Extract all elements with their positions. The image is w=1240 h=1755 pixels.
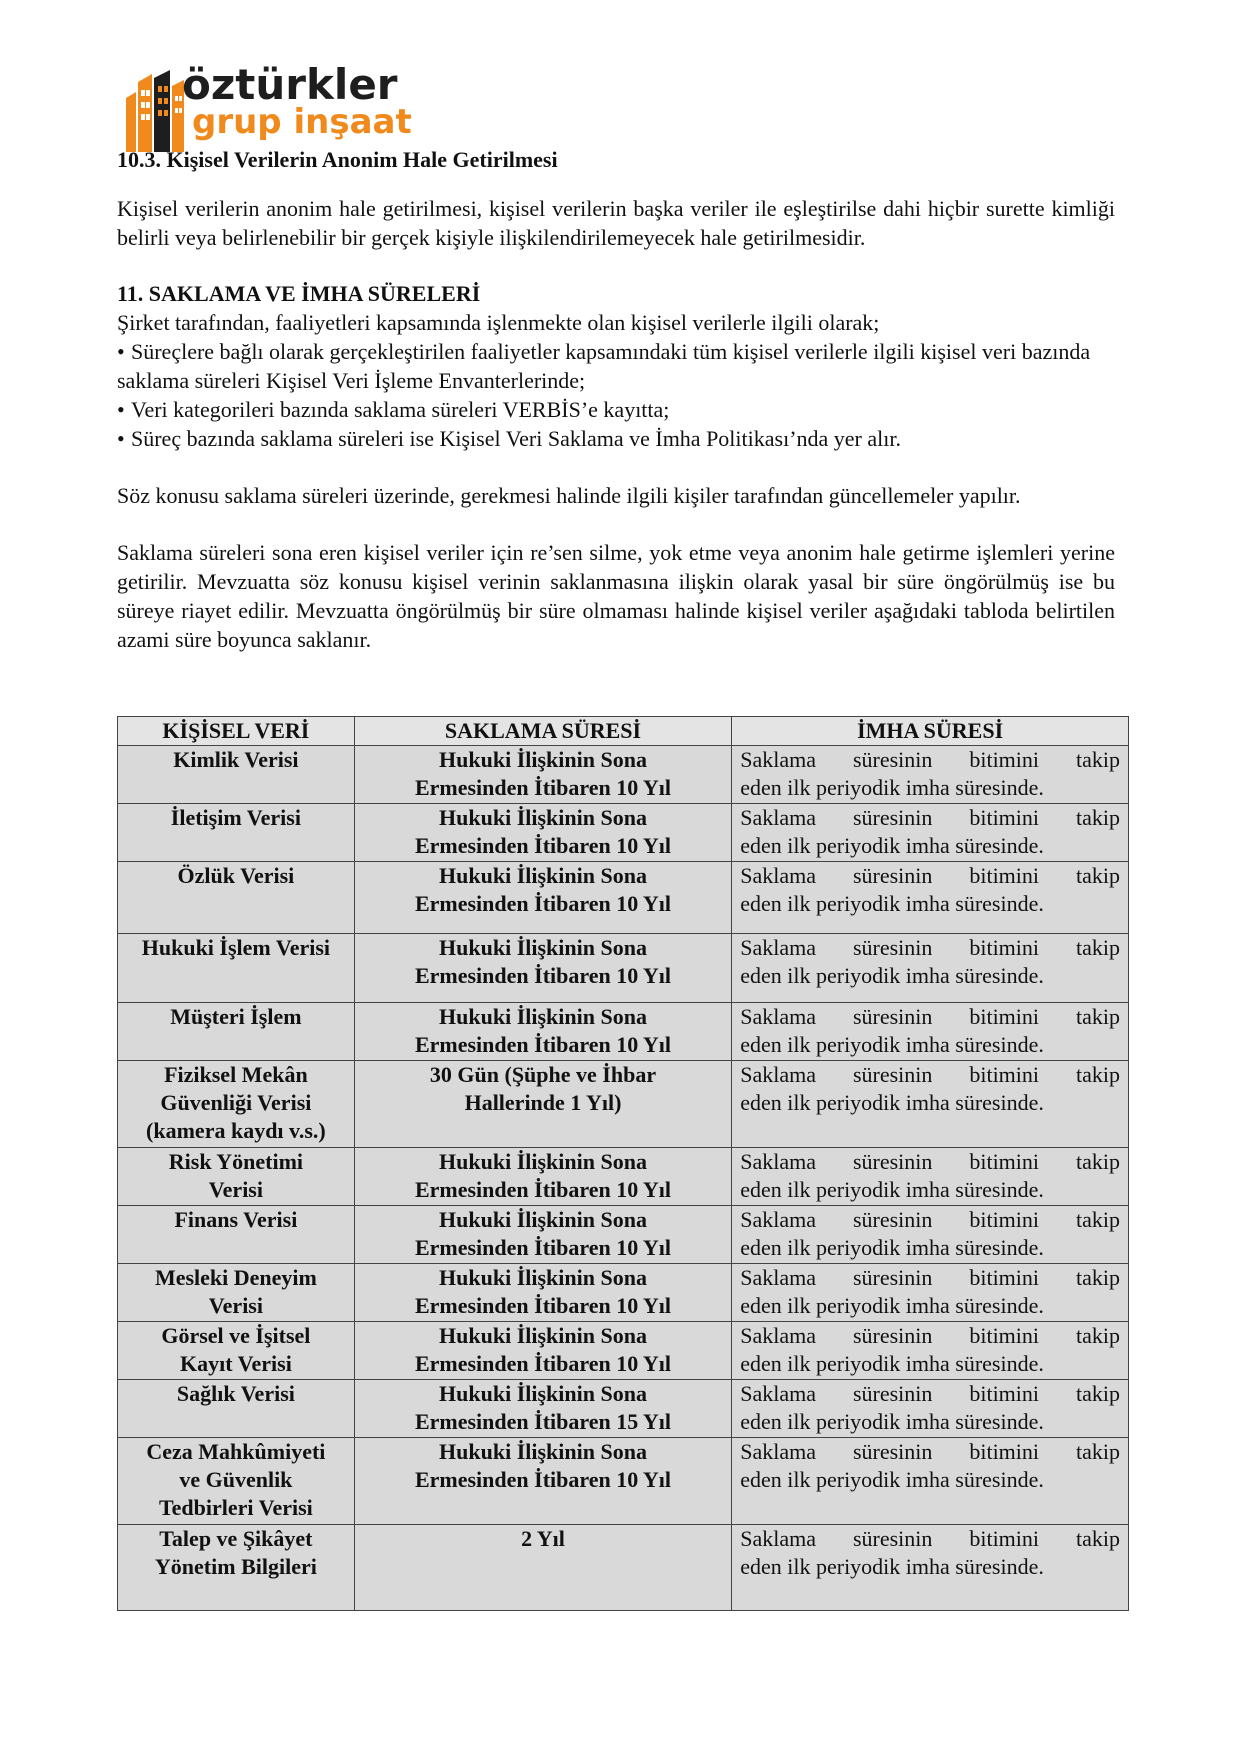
bullet-item xyxy=(117,337,1115,395)
cell-line: Ermesinden İtibaren 10 Yıl xyxy=(414,1177,672,1202)
cell-word: bitimini xyxy=(969,805,1040,830)
cell-line: Yönetim Bilgileri xyxy=(154,1554,317,1579)
table-row xyxy=(118,1525,1129,1611)
cell-line: Hukuki İşlem Verisi xyxy=(141,935,331,960)
cell-word: takip xyxy=(1075,805,1120,830)
cell-line: Ermesinden İtibaren 10 Yıl xyxy=(414,963,672,988)
cell-line: Hukuki İlişkinin Sona xyxy=(439,805,647,830)
table-row xyxy=(118,1003,1129,1061)
cell-line: Ermesinden İtibaren 10 Yıl xyxy=(414,1032,672,1057)
logo-text-primary: öztürkler xyxy=(182,60,398,109)
cell-kisisel-veri xyxy=(118,1148,355,1206)
cell-word: bitimini xyxy=(969,747,1040,772)
cell-line: Fiziksel Mekân xyxy=(164,1062,308,1087)
cell-line: Sağlık Verisi xyxy=(176,1381,295,1406)
cell-line: Hukuki İlişkinin Sona xyxy=(439,1439,647,1464)
cell-line: ve Güvenlik xyxy=(179,1467,293,1492)
table-row xyxy=(118,1322,1129,1380)
cell-kisisel-veri xyxy=(118,1003,355,1061)
cell-line: eden ilk periyodik imha süresinde. xyxy=(740,1467,1044,1492)
section-11-paragraph-3: Saklama süreleri sona eren kişisel veriler için re’sen silme, yok etme veya anonim hale getirme işlemleri yerine getirilir. Mevzuatta söz konusu kişisel verinin saklanmasına ilişkin olarak yasal bir süre öngörülmüş ise bu süreye riayet edilir. Mevzuatta öngörülmüş bir süre olmaması halinde kişisel veriler aşağıdaki tabloda belirtilen azami süre boyunca saklanır. xyxy=(117,540,1115,652)
cell-word: takip xyxy=(1075,935,1120,960)
cell-imha-suresi xyxy=(732,1380,1129,1438)
cell-line xyxy=(740,1264,1120,1292)
cell-word: süresinin xyxy=(852,805,933,830)
table-row xyxy=(118,934,1129,1003)
cell-word: takip xyxy=(1075,1381,1120,1406)
cell-line: Mesleki Deneyim xyxy=(154,1265,317,1290)
cell-line: Risk Yönetimi xyxy=(168,1149,304,1174)
cell-line: Tedbirleri Verisi xyxy=(158,1495,313,1520)
cell-saklama-suresi xyxy=(354,1206,731,1264)
cell-word: Saklama xyxy=(740,1381,816,1406)
cell-line xyxy=(740,1322,1120,1350)
cell-line: Ermesinden İtibaren 10 Yıl xyxy=(414,775,672,800)
cell-line xyxy=(740,1525,1120,1553)
cell-word: takip xyxy=(1075,1149,1120,1174)
cell-saklama-suresi xyxy=(354,1380,731,1438)
cell-imha-suresi xyxy=(732,1322,1129,1380)
cell-saklama-suresi xyxy=(354,804,731,862)
cell-word: Saklama xyxy=(740,1062,816,1087)
bullet-icon: • xyxy=(117,339,125,364)
cell-line: Ermesinden İtibaren 10 Yıl xyxy=(414,891,672,916)
cell-line: Hukuki İlişkinin Sona xyxy=(439,1149,647,1174)
logo-text-secondary: grup inşaat xyxy=(192,102,412,142)
cell-word: Saklama xyxy=(740,1207,816,1232)
cell-word: süresinin xyxy=(852,747,933,772)
cell-word: süresinin xyxy=(852,935,933,960)
column-header-imha-suresi: İMHA SÜRESİ xyxy=(732,717,1129,746)
cell-word: takip xyxy=(1075,1265,1120,1290)
cell-word: Saklama xyxy=(740,935,816,960)
cell-line: Ermesinden İtibaren 10 Yıl xyxy=(414,1351,672,1376)
cell-saklama-suresi xyxy=(354,1322,731,1380)
table-row xyxy=(118,1438,1129,1525)
cell-word: süresinin xyxy=(852,1381,933,1406)
cell-saklama-suresi xyxy=(354,1525,731,1611)
bullet-icon: • xyxy=(117,426,125,451)
cell-line: Hukuki İlişkinin Sona xyxy=(439,1265,647,1290)
company-logo xyxy=(122,60,422,154)
cell-saklama-suresi xyxy=(354,1061,731,1148)
cell-kisisel-veri xyxy=(118,1061,355,1148)
cell-imha-suresi xyxy=(732,1264,1129,1322)
cell-line: Hukuki İlişkinin Sona xyxy=(439,935,647,960)
cell-kisisel-veri xyxy=(118,862,355,934)
table-row xyxy=(118,1264,1129,1322)
cell-kisisel-veri xyxy=(118,934,355,1003)
cell-word: Saklama xyxy=(740,805,816,830)
cell-line: Hukuki İlişkinin Sona xyxy=(439,1207,647,1232)
cell-word: Saklama xyxy=(740,863,816,888)
cell-line xyxy=(740,1206,1120,1234)
retention-table xyxy=(117,716,1129,1611)
cell-kisisel-veri xyxy=(118,1380,355,1438)
cell-word: takip xyxy=(1075,1207,1120,1232)
cell-word: Saklama xyxy=(740,1004,816,1029)
cell-line: Hukuki İlişkinin Sona xyxy=(439,747,647,772)
cell-line: eden ilk periyodik imha süresinde. xyxy=(740,963,1044,988)
cell-saklama-suresi xyxy=(354,934,731,1003)
bullet-text: Süreçlere bağlı olarak gerçekleştirilen faaliyetler kapsamındaki tüm kişisel verilerle ilgili kişisel veri bazında saklama süreleri Kişisel Veri İşleme Envanterlerinde; xyxy=(117,339,1091,393)
cell-kisisel-veri xyxy=(118,804,355,862)
cell-saklama-suresi xyxy=(354,1148,731,1206)
cell-line: eden ilk periyodik imha süresinde. xyxy=(740,1032,1044,1057)
cell-line xyxy=(740,1003,1120,1031)
cell-imha-suresi xyxy=(732,1206,1129,1264)
section-11-intro: Şirket tarafından, faaliyetleri kapsamında işlenmekte olan kişisel verilerle ilgili olarak; xyxy=(117,310,880,335)
cell-word: süresinin xyxy=(852,1207,933,1232)
cell-line: Müşteri İşlem xyxy=(170,1004,302,1029)
cell-line: Ermesinden İtibaren 15 Yıl xyxy=(414,1409,672,1434)
cell-word: takip xyxy=(1075,1439,1120,1464)
section-11-heading: 11. SAKLAMA VE İMHA SÜRELERİ xyxy=(117,281,481,306)
cell-line: Hukuki İlişkinin Sona xyxy=(439,863,647,888)
cell-line: Ermesinden İtibaren 10 Yıl xyxy=(414,1293,672,1318)
table-row xyxy=(118,1206,1129,1264)
cell-line: Ermesinden İtibaren 10 Yıl xyxy=(414,1235,672,1260)
cell-imha-suresi xyxy=(732,1438,1129,1525)
cell-kisisel-veri xyxy=(118,1525,355,1611)
table-row xyxy=(118,746,1129,804)
cell-line xyxy=(740,1438,1120,1466)
cell-line: eden ilk periyodik imha süresinde. xyxy=(740,833,1044,858)
cell-line: Hukuki İlişkinin Sona xyxy=(439,1323,647,1348)
cell-line: Finans Verisi xyxy=(174,1207,298,1232)
cell-imha-suresi xyxy=(732,862,1129,934)
document-body xyxy=(117,146,1115,654)
cell-saklama-suresi xyxy=(354,1438,731,1525)
cell-saklama-suresi xyxy=(354,746,731,804)
cell-imha-suresi xyxy=(732,934,1129,1003)
cell-word: takip xyxy=(1075,1004,1120,1029)
cell-line: Kimlik Verisi xyxy=(173,747,299,772)
cell-line: eden ilk periyodik imha süresinde. xyxy=(740,1177,1044,1202)
cell-line: eden ilk periyodik imha süresinde. xyxy=(740,1554,1044,1579)
cell-line: (kamera kaydı v.s.) xyxy=(146,1118,326,1143)
cell-kisisel-veri xyxy=(118,1206,355,1264)
bullet-item xyxy=(117,424,1115,453)
cell-line: eden ilk periyodik imha süresinde. xyxy=(740,1351,1044,1376)
cell-word: bitimini xyxy=(969,1149,1040,1174)
cell-line: eden ilk periyodik imha süresinde. xyxy=(740,891,1044,916)
cell-imha-suresi xyxy=(732,746,1129,804)
cell-line: eden ilk periyodik imha süresinde. xyxy=(740,1235,1044,1260)
cell-line: Güvenliği Verisi xyxy=(160,1090,312,1115)
cell-word: Saklama xyxy=(740,1265,816,1290)
cell-word: süresinin xyxy=(852,1323,933,1348)
table-row xyxy=(118,862,1129,934)
section-10-3-paragraph: Kişisel verilerin anonim hale getirilmesi, kişisel verilerin başka veriler ile eşleştirilse dahi hiçbir surette kimliği belirli veya belirlenebilir bir gerçek kişiyle ilişkilendirilemeyecek hale getirilmesidir. xyxy=(117,196,1115,250)
cell-word: takip xyxy=(1075,747,1120,772)
cell-line: Hukuki İlişkinin Sona xyxy=(439,1381,647,1406)
table-header-row xyxy=(118,717,1129,746)
cell-word: süresinin xyxy=(852,1062,933,1087)
cell-saklama-suresi xyxy=(354,1264,731,1322)
bullet-text: Veri kategorileri bazında saklama süreleri VERBİS’e kayıtta; xyxy=(131,397,670,422)
section-11-paragraph-2: Söz konusu saklama süreleri üzerinde, gerekmesi halinde ilgili kişiler tarafından güncellemeler yapılır. xyxy=(117,483,1021,508)
cell-word: bitimini xyxy=(969,1526,1040,1551)
cell-saklama-suresi xyxy=(354,862,731,934)
cell-word: bitimini xyxy=(969,1323,1040,1348)
cell-word: bitimini xyxy=(969,1265,1040,1290)
cell-word: süresinin xyxy=(852,1439,933,1464)
cell-word: süresinin xyxy=(852,1265,933,1290)
cell-word: takip xyxy=(1075,1062,1120,1087)
section-10-3-heading: 10.3. Kişisel Verilerin Anonim Hale Getirilmesi xyxy=(117,147,558,172)
bullet-text: Süreç bazında saklama süreleri ise Kişisel Veri Saklama ve İmha Politikası’nda yer alır. xyxy=(131,426,901,451)
table-row xyxy=(118,1380,1129,1438)
cell-line: Verisi xyxy=(208,1293,263,1318)
table-row xyxy=(118,804,1129,862)
cell-line: Hukuki İlişkinin Sona xyxy=(439,1004,647,1029)
table-row xyxy=(118,1061,1129,1148)
cell-line: Ermesinden İtibaren 10 Yıl xyxy=(414,833,672,858)
cell-word: süresinin xyxy=(852,863,933,888)
cell-word: bitimini xyxy=(969,863,1040,888)
bullet-item xyxy=(117,395,1115,424)
cell-imha-suresi xyxy=(732,1003,1129,1061)
cell-word: takip xyxy=(1075,1526,1120,1551)
cell-word: Saklama xyxy=(740,1149,816,1174)
cell-line: Özlük Verisi xyxy=(177,863,295,888)
cell-saklama-suresi xyxy=(354,1003,731,1061)
cell-kisisel-veri xyxy=(118,1264,355,1322)
cell-word: süresinin xyxy=(852,1149,933,1174)
cell-word: Saklama xyxy=(740,1526,816,1551)
cell-kisisel-veri xyxy=(118,746,355,804)
cell-imha-suresi xyxy=(732,1061,1129,1148)
cell-line: eden ilk periyodik imha süresinde. xyxy=(740,1090,1044,1115)
cell-line xyxy=(740,804,1120,832)
cell-imha-suresi xyxy=(732,1525,1129,1611)
cell-kisisel-veri xyxy=(118,1322,355,1380)
cell-line xyxy=(740,934,1120,962)
cell-word: süresinin xyxy=(852,1004,933,1029)
cell-imha-suresi xyxy=(732,1148,1129,1206)
cell-word: takip xyxy=(1075,863,1120,888)
cell-line xyxy=(740,1061,1120,1089)
column-header-kisisel-veri: KİŞİSEL VERİ xyxy=(118,717,355,746)
cell-line xyxy=(740,1380,1120,1408)
cell-line: eden ilk periyodik imha süresinde. xyxy=(740,1409,1044,1434)
cell-word: Saklama xyxy=(740,747,816,772)
table-row xyxy=(118,1148,1129,1206)
cell-line: 2 Yıl xyxy=(521,1526,565,1551)
cell-line: eden ilk periyodik imha süresinde. xyxy=(740,775,1044,800)
cell-imha-suresi xyxy=(732,804,1129,862)
cell-line: Ceza Mahkûmiyeti xyxy=(146,1439,326,1464)
cell-line xyxy=(740,746,1120,774)
cell-kisisel-veri xyxy=(118,1438,355,1525)
cell-word: bitimini xyxy=(969,935,1040,960)
cell-line: Hallerinde 1 Yıl) xyxy=(464,1090,622,1115)
cell-line xyxy=(740,1148,1120,1176)
table-body xyxy=(118,746,1129,1611)
cell-line: eden ilk periyodik imha süresinde. xyxy=(740,1293,1044,1318)
cell-word: Saklama xyxy=(740,1439,816,1464)
cell-word: bitimini xyxy=(969,1207,1040,1232)
cell-line: Ermesinden İtibaren 10 Yıl xyxy=(414,1467,672,1492)
cell-word: bitimini xyxy=(969,1062,1040,1087)
cell-word: bitimini xyxy=(969,1004,1040,1029)
cell-word: süresinin xyxy=(852,1526,933,1551)
cell-word: takip xyxy=(1075,1323,1120,1348)
cell-word: Saklama xyxy=(740,1323,816,1348)
cell-line: Verisi xyxy=(208,1177,263,1202)
cell-line: 30 Gün (Şüphe ve İhbar xyxy=(429,1062,657,1087)
cell-line: İletişim Verisi xyxy=(170,805,301,830)
cell-line: Kayıt Verisi xyxy=(179,1351,292,1376)
cell-line: Talep ve Şikâyet xyxy=(159,1526,313,1551)
bullet-icon: • xyxy=(117,397,125,422)
cell-line xyxy=(740,862,1120,890)
cell-line: Görsel ve İşitsel xyxy=(161,1323,311,1348)
column-header-saklama-suresi: SAKLAMA SÜRESİ xyxy=(354,717,731,746)
cell-word: bitimini xyxy=(969,1439,1040,1464)
cell-word: bitimini xyxy=(969,1381,1040,1406)
